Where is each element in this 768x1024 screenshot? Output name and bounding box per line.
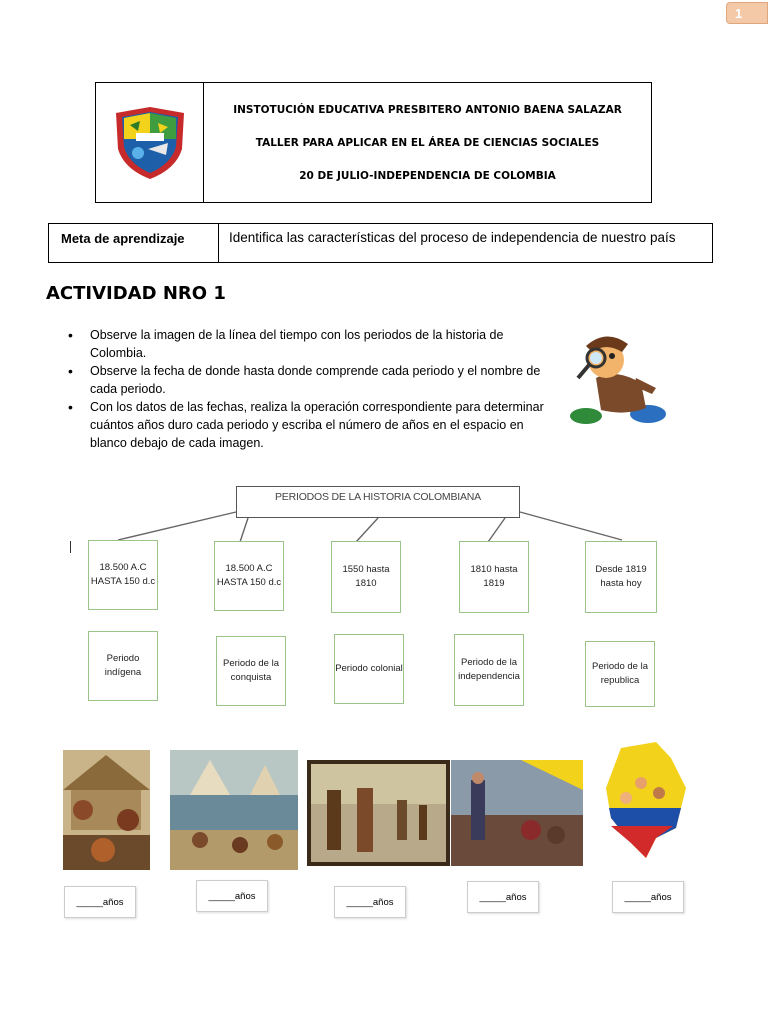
period-dates-text: 1810 hasta 1819 [470,564,518,589]
period-dates-box [331,541,401,613]
years-answer-text: _____años [479,891,527,903]
period-name-text: Periodo de la conquista [223,658,279,683]
learning-goal-table [48,223,713,263]
period-name-text: Periodo colonial [335,663,403,674]
instruction-item: • Con los datos de las fechas, realiza la operación correspondiente para determinar cuántos años duro cada periodo y escriba el número de años en el espacio en blanco debajo de cada imagen. [68,398,558,452]
stray-mark [70,541,71,553]
period-dates-text: 18.500 A.C HASTA 150 d.c [216,563,282,588]
period-name-box [454,634,524,706]
years-answer-text: _____años [76,896,124,908]
period-name-box [334,634,404,704]
detective-cartoon-image [556,328,676,428]
period-name-box [88,631,158,701]
period-dates-box [214,541,284,611]
learning-goal-label: Meta de aprendizaje [49,224,219,262]
conquest-period-picture [170,750,298,870]
colonial-period-picture [307,760,450,866]
years-answer-field[interactable] [612,881,684,913]
years-answer-field[interactable] [334,886,406,918]
years-answer-field[interactable] [467,881,539,913]
republic-period-colombia-map-picture [601,738,693,862]
years-answer-field[interactable] [64,886,136,918]
institution-name: INSTOTUCIÓN EDUCATIVA PRESBITERO ANTONIO BAENA SALAZAR [233,103,622,116]
header-text-cell [204,83,651,202]
school-shield-logo [110,103,190,183]
period-dates-text: 1550 hasta 1810 [342,564,390,589]
instructions-list [68,326,558,452]
timeline-title: PERIODOS DE LA HISTORIA COLOMBIANA [236,486,520,518]
period-dates-box [459,541,529,613]
period-name-box [585,641,655,707]
years-answer-text: _____años [346,896,394,908]
period-name-text: Periodo de la independencia [458,657,520,682]
years-answer-text: _____años [624,891,672,903]
school-logo-cell [96,83,204,202]
period-name-box [216,636,286,706]
period-dates-text: Desde 1819 hasta hoy [595,564,647,589]
period-name-text: Periodo de la republica [592,661,648,686]
topic-title: 20 DE JULIO-INDEPENDENCIA DE COLOMBIA [299,169,556,182]
indigenous-period-picture [63,750,150,870]
activity-title: ACTIVIDAD NRO 1 [46,283,226,304]
instruction-item: • Observe la imagen de la línea del tiempo con los periodos de la historia de Colombia. [68,326,558,362]
instruction-item: • Observe la fecha de donde hasta donde comprende cada periodo y el nombre de cada periodo. [68,362,558,398]
period-name-text: Periodo indígena [104,653,142,678]
years-answer-text: _____años [208,890,256,902]
learning-goal-value: Identifica las características del proceso de independencia de nuestro país [229,230,676,245]
period-dates-text: 18.500 A.C HASTA 150 d.c [90,562,156,587]
years-answer-field[interactable] [196,880,268,912]
header-table [95,82,652,203]
independence-period-picture [451,760,583,866]
period-dates-box [585,541,657,613]
period-dates-box [88,540,158,610]
workshop-title: TALLER PARA APLICAR EN EL ÁREA DE CIENCIAS SOCIALES [255,136,600,149]
page-number-badge: 1 [726,2,768,24]
